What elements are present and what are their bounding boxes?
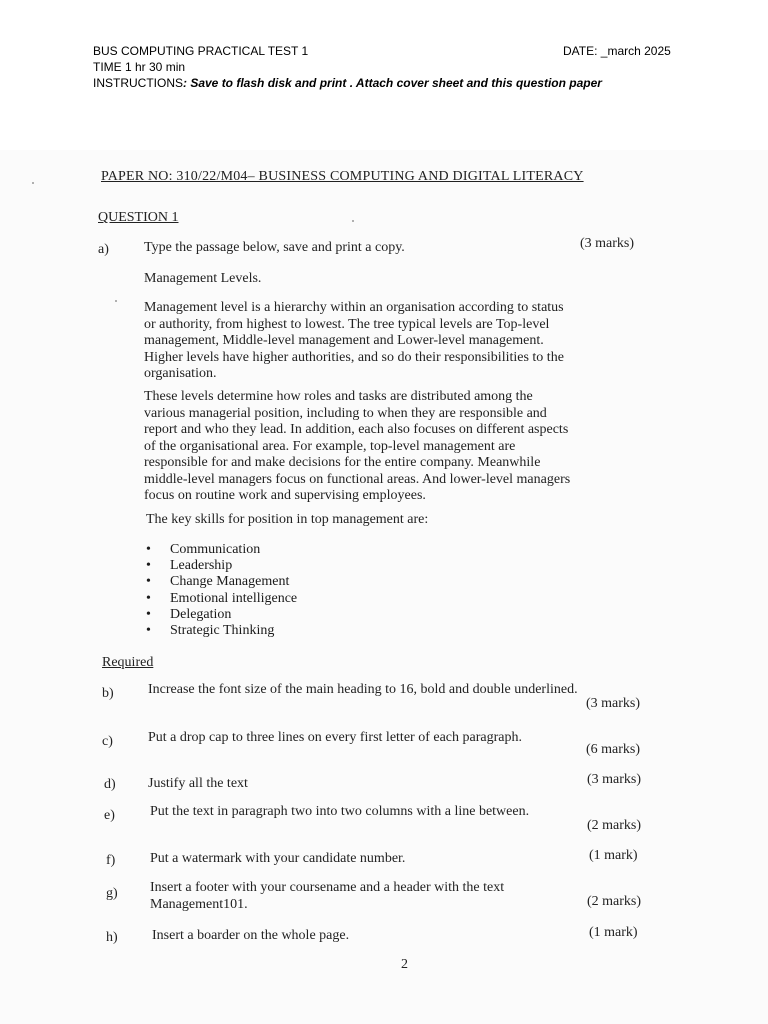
passage-line: focus on routine work and supervising employees. <box>144 488 426 503</box>
skills-intro: The key skills for position in top management are: <box>146 512 429 527</box>
passage-line: of the organisational area. For example, top-level management are <box>144 438 516 454</box>
skills-list <box>170 542 297 639</box>
list-item: • Emotional intelligence <box>170 591 297 607</box>
task-c-marks: (6 marks) <box>586 742 641 757</box>
test-duration: TIME 1 hr 30 min <box>93 60 186 74</box>
page-number: 2 <box>401 957 408 972</box>
task-f-letter: f) <box>106 853 116 868</box>
task-b-marks: (3 marks) <box>586 696 641 711</box>
task-b-letter: b) <box>102 686 114 701</box>
task-e-marks: (2 marks) <box>587 818 642 833</box>
task-d-marks: (3 marks) <box>587 772 642 787</box>
task-d-text: Justify all the text <box>148 776 248 791</box>
task-f-text: Put a watermark with your candidate number. <box>150 851 406 866</box>
task-h-letter: h) <box>106 930 118 945</box>
task-f-marks: (1 mark) <box>589 848 638 863</box>
task-g-letter: g) <box>106 886 118 901</box>
list-item: • Strategic Thinking <box>170 623 297 639</box>
task-e-text: Put the text in paragraph two into two columns with a line between. <box>150 804 530 819</box>
passage-paragraph-2 <box>144 389 570 505</box>
task-c-text: Put a drop cap to three lines on every first letter of each paragraph. <box>148 730 522 745</box>
list-item: • Communication <box>170 542 297 558</box>
test-title: BUS COMPUTING PRACTICAL TEST 1 <box>93 44 309 58</box>
passage-line: These levels determine how roles and tasks are distributed among the <box>144 389 533 404</box>
passage-line: Management level is a hierarchy within an organisation according to status <box>144 300 564 315</box>
scan-speck <box>32 182 34 184</box>
paper-title: PAPER NO: 310/22/M04– BUSINESS COMPUTING AND DIGITAL LITERACY <box>101 169 584 184</box>
part-a-marks: (3 marks) <box>580 236 635 251</box>
scan-speck <box>115 300 117 302</box>
required-heading: Required <box>102 655 154 670</box>
test-date: DATE: _march 2025 <box>563 44 671 58</box>
task-h-marks: (1 mark) <box>589 925 638 940</box>
task-b-text: Increase the font size of the main heading to 16, bold and double underlined. <box>148 682 578 697</box>
list-item: • Delegation <box>170 607 297 623</box>
task-g-marks: (2 marks) <box>587 894 642 909</box>
task-g-text-line-2: Management101. <box>150 897 248 912</box>
instructions-label: INSTRUCTIONS <box>93 76 183 90</box>
task-g-text: Insert a footer with your coursename and a header with the text <box>150 880 505 895</box>
task-h-text: Insert a boarder on the whole page. <box>152 928 350 943</box>
question-heading: QUESTION 1 <box>98 210 179 225</box>
passage-heading: Management Levels. <box>144 271 262 286</box>
scan-speck <box>352 220 354 222</box>
passage-paragraph-1 <box>144 300 564 383</box>
passage-line: or authority, from highest to lowest. The tree typical levels are Top-level <box>144 316 550 332</box>
passage-line: responsible for and make decisions for the entire company. Meanwhile <box>144 455 541 470</box>
passage-line: organisation. <box>144 366 217 381</box>
task-d-letter: d) <box>104 777 116 792</box>
instructions <box>93 76 602 90</box>
task-e-letter: e) <box>104 808 115 823</box>
list-item: • Leadership <box>170 558 297 574</box>
part-a-text: Type the passage below, save and print a copy. <box>144 240 405 255</box>
part-a-letter: a) <box>98 242 109 257</box>
list-item: • Change Management <box>170 574 297 590</box>
passage-line: report and who they lead. In addition, each also focuses on different aspects <box>144 422 569 437</box>
passage-line: management, Middle-level management and Lower-level management. <box>144 333 544 348</box>
passage-line: various managerial position, including to when they are responsible and <box>144 405 547 421</box>
instructions-text: : Save to flash disk and print . Attach cover sheet and this question paper <box>183 76 602 90</box>
passage-line: middle-level managers focus on functional areas. And lower-level managers <box>144 471 571 487</box>
task-c-letter: c) <box>102 734 113 749</box>
passage-line: Higher levels have higher authorities, and so do their responsibilities to the <box>144 349 564 365</box>
